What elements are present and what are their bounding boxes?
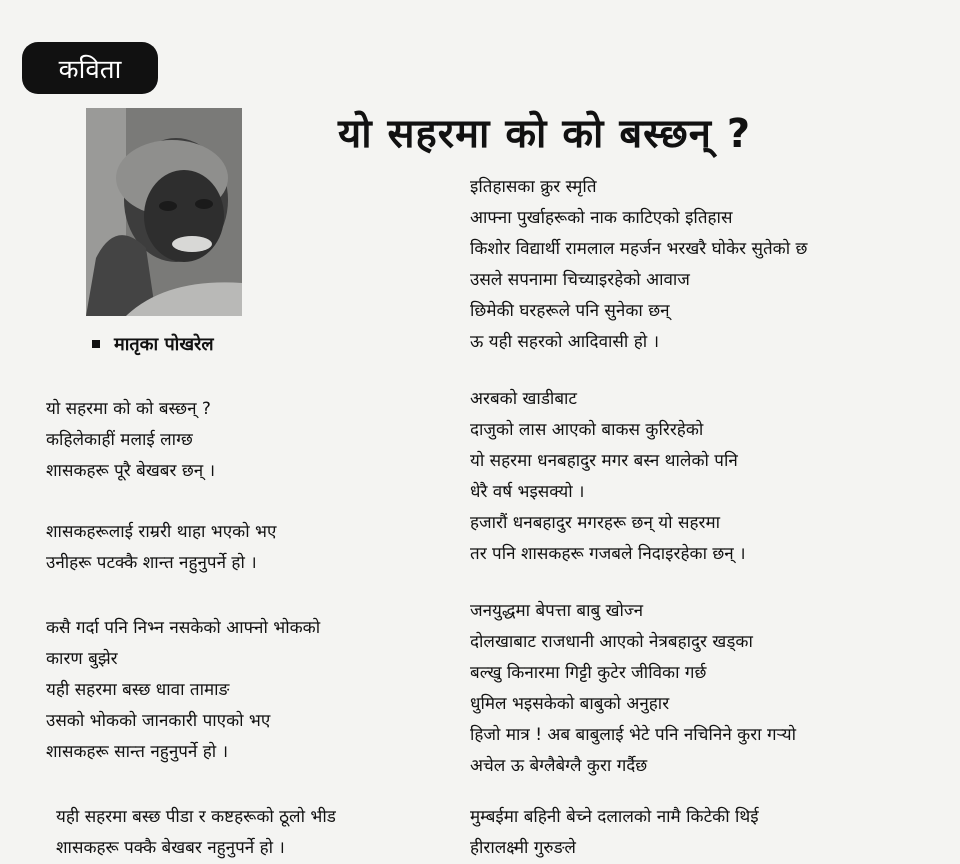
bullet-icon — [92, 340, 100, 348]
stanza — [470, 802, 940, 864]
stanza — [470, 384, 940, 570]
poem-line: हजारौं धनबहादुर मगरहरू छन् यो सहरमा — [470, 513, 721, 533]
poem-line: यो सहरमा धनबहादुर मगर बस्न थालेको पनि — [470, 451, 738, 471]
poem-line: कसै गर्दा पनि निभ्न नसकेको आफ्नो भोकको — [46, 618, 321, 638]
poem-line: छिमेकी घरहरूले पनि सुनेका छन् — [470, 301, 670, 321]
poem-line: ऊ यही सहरको आदिवासी हो । — [470, 332, 660, 352]
poem-line: जनयुद्धमा बेपत्ता बाबु खोज्न — [470, 601, 644, 621]
poem-line: शासकहरू पूरै बेखबर छन् । — [46, 461, 216, 481]
poem-line: अचेल ऊ बेग्लैबेग्लै कुरा गर्दैछ — [470, 756, 648, 776]
author-name: मातृका पोखरेल — [114, 334, 214, 355]
stanza — [46, 394, 446, 487]
stanza — [470, 172, 940, 358]
poem-title: यो सहरमा को को बस्छन् ? — [338, 111, 752, 157]
section-tag — [22, 42, 158, 94]
poem-line: धुमिल भइसकेको बाबुको अनुहार — [470, 694, 670, 714]
poem-line: उसको भोकको जानकारी पाएको भए — [46, 711, 271, 731]
poem-line: तर पनि शासकहरू गजबले निदाइरहेका छन् । — [470, 544, 746, 564]
author-photo — [86, 108, 242, 316]
stanza — [46, 517, 446, 579]
poem-line: हिजो मात्र ! अब बाबुलाई भेटे पनि नचिनिने कुरा गर्‍यो — [470, 725, 797, 745]
poem-line: यही सहरमा बस्छ धावा तामाङ — [46, 680, 230, 700]
stanza — [46, 613, 446, 768]
poem-line: यो सहरमा को को बस्छन् ? — [46, 399, 211, 419]
author-byline — [92, 332, 214, 356]
poem-line: कहिलेकाहीं मलाई लाग्छ — [46, 430, 193, 450]
poem-line: इतिहासका क्रुर स्मृति — [470, 177, 597, 197]
poem-line: आफ्ना पुर्खाहरूको नाक काटिएको इतिहास — [470, 208, 733, 228]
poem-line: दाजुको लास आएको बाकस कुरिरहेको — [470, 420, 704, 440]
section-tag-label: कविता — [58, 55, 122, 85]
poem-line: शासकहरू पक्कै बेखबर नहुनुपर्ने हो । — [56, 838, 285, 858]
left-column — [46, 394, 446, 864]
poem-line: अरबको खाडीबाट — [470, 389, 577, 409]
stanza — [46, 802, 446, 864]
poem-line: हीरालक्ष्मी गुरुङले — [470, 838, 576, 858]
poem-line: कारण बुझेर — [46, 649, 118, 669]
author-portrait-image — [86, 108, 242, 316]
poem-line: उनीहरू पटक्कै शान्त नहुनुपर्ने हो । — [46, 553, 257, 573]
poem-line: शासकहरू सान्त नहुनुपर्ने हो । — [46, 742, 229, 762]
poem-line: शासकहरूलाई राम्ररी थाहा भएको भए — [46, 522, 277, 542]
poem-line: उसले सपनामा चिच्याइरहेको आवाज — [470, 270, 690, 290]
poem-line: मुम्बईमा बहिनी बेच्ने दलालको नामै किटेकी थिई — [470, 807, 759, 827]
poem-line: दोलखाबाट राजधानी आएको नेत्रबहादुर खड्का — [470, 632, 753, 652]
poem-line: धेरै वर्ष भइसक्यो । — [470, 482, 585, 502]
poem-line: बल्खु किनारमा गिट्टी कुटेर जीविका गर्छ — [470, 663, 707, 683]
right-column — [470, 172, 940, 864]
stanza — [470, 596, 940, 782]
poem-line: यही सहरमा बस्छ पीडा र कष्टहरूको ठूलो भीड — [56, 807, 336, 827]
poem-line: किशोर विद्यार्थी रामलाल महर्जन भरखरै घोकेर सुतेको छ — [470, 239, 808, 259]
